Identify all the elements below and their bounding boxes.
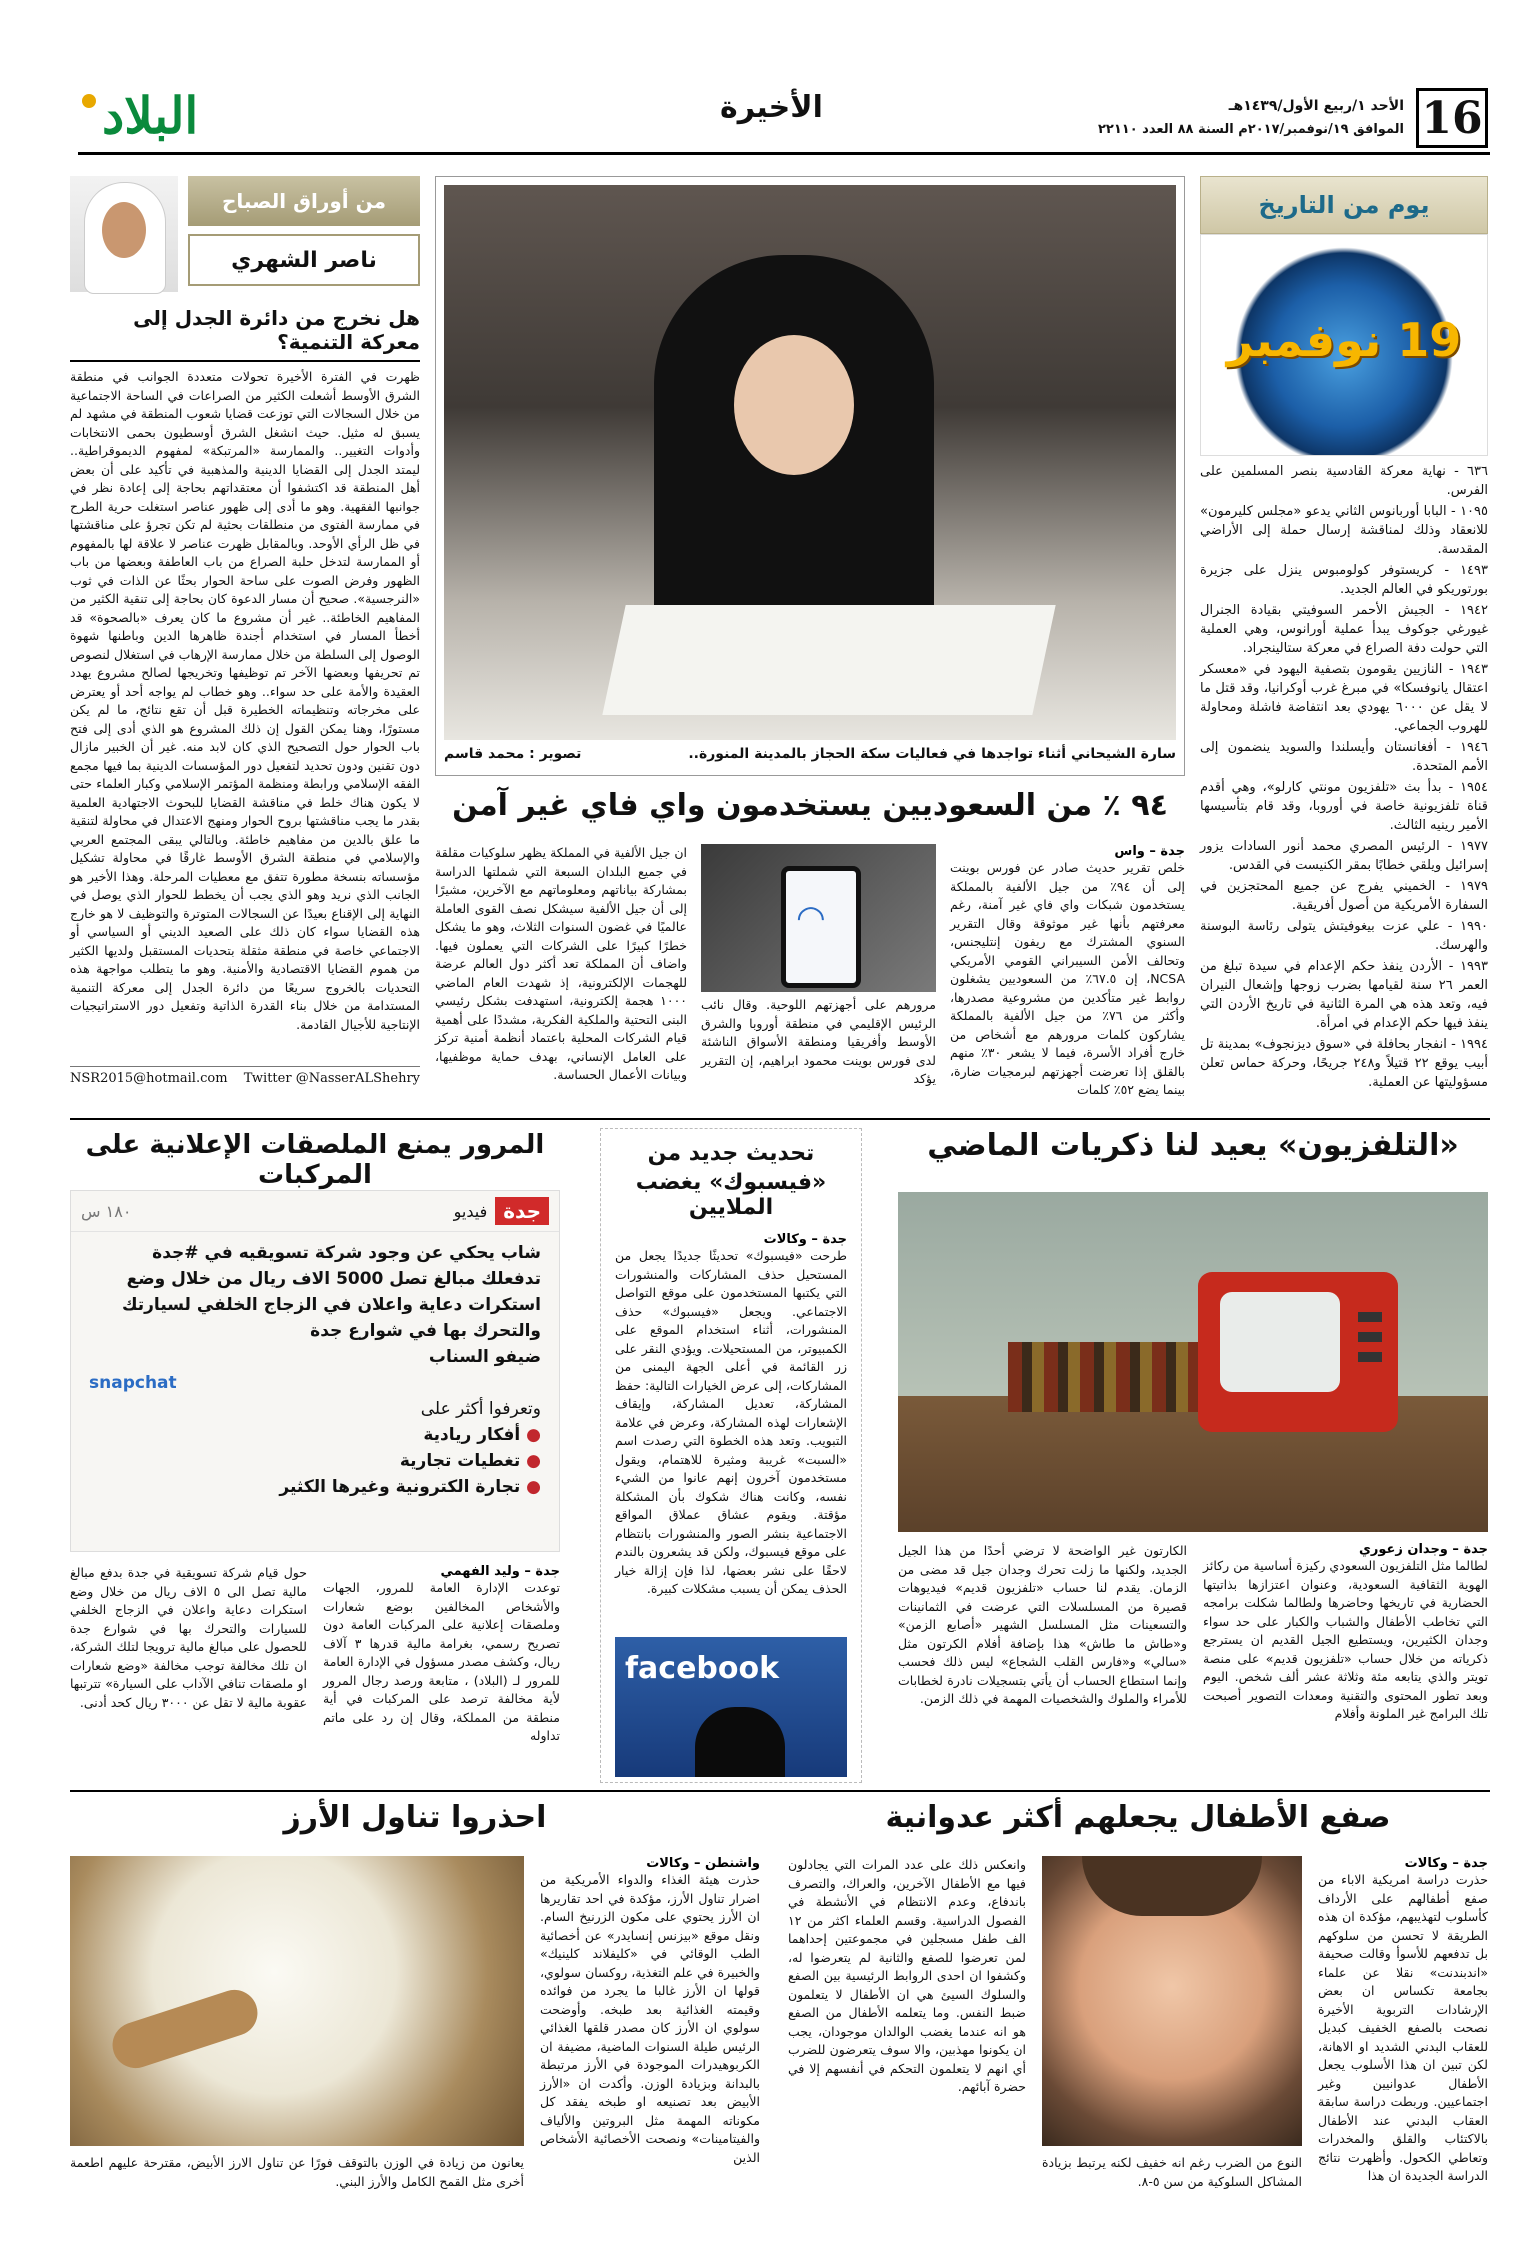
angry-child-photo — [1042, 1856, 1302, 2146]
jeddah-logo: جدة — [495, 1197, 549, 1225]
history-item: ١٩٤٦ - أفغانستان وأيسلندا والسويد ينضمون إلى الأمم المتحدة. — [1200, 740, 1488, 774]
girl-face — [734, 335, 854, 475]
vintage-tv — [1198, 1272, 1398, 1432]
post-line: ضيفو السناب — [428, 1347, 541, 1367]
phone-screenshot — [70, 1190, 560, 1552]
tv-title: «التلفزيون» يعيد لنا ذكريات الماضي — [927, 1128, 1459, 1163]
kids-col-left — [788, 1856, 1026, 2216]
column-series-text: من أوراق الصباح — [222, 189, 387, 213]
column-headers — [188, 176, 420, 292]
post-line: والتحرك بها في شوارع جدة — [310, 1321, 541, 1341]
history-item: ١٩٩٠ - علي عزت بيغوفيتش يتولى رئاسة البوسنة والهرسك. — [1200, 919, 1488, 953]
tv-knobs — [1358, 1312, 1382, 1372]
kids-col-middle — [1042, 1856, 1302, 2216]
traffic-col-left — [70, 1564, 307, 1754]
traffic-cols — [70, 1564, 560, 1754]
main-photo-caption-row — [444, 746, 1176, 762]
history-item: ١٤٩٣ - كريستوفر كولومبوس ينزل على جزيرة بورتوريكو في العالم الجديد. — [1200, 563, 1488, 597]
tv-story — [898, 1128, 1488, 1788]
facebook-byline: جدة – وكالات — [763, 1232, 847, 1247]
phone-channel — [454, 1197, 549, 1225]
tv-col-left — [898, 1542, 1187, 1757]
phone-video-label: فيديو — [453, 1201, 488, 1221]
author-avatar — [70, 176, 178, 292]
column-author: ناصر الشهري — [231, 247, 377, 273]
paper-on-table — [602, 605, 1055, 715]
facebook-title-2: «فيسبوك» يغضب الملايين — [635, 1170, 827, 1220]
avatar-face — [102, 202, 146, 258]
phone-post — [71, 1232, 559, 1508]
phone-topbar — [71, 1191, 559, 1232]
post-line: تدفعلك مبالغ تصل 5000 الاف ريال من خلال وضع — [126, 1269, 541, 1289]
history-list — [1200, 462, 1488, 1092]
phone-time: ١٨٠ س — [81, 1201, 132, 1221]
column-footer — [70, 1066, 420, 1086]
wifi-col-middle — [701, 844, 936, 1094]
kids-caption: النوع من الضرب رغم انه خفيف لكنه يرتبط بزيادة المشاكل السلوكية من سن ٥-٨. — [1042, 2155, 1302, 2189]
wifi-story — [435, 788, 1185, 1108]
column-head — [70, 176, 420, 292]
rice-byline: واشنطن – وكالات — [646, 1856, 760, 1871]
main-photo-caption: سارة الشيحاني أثناء تواجدها في فعاليات سكة الحجاز بالمدينة المنورة.. — [688, 746, 1176, 762]
history-item: ١٠٩٥ - البابا أوربانوس الثاني يدعو «مجلس كليرمون» للانعقاد وذلك لمناقشة إرسال حملة إلى الأراضي المقدسة. — [1200, 504, 1488, 557]
kids-body-2: وانعكس ذلك على عدد المرات التي يجادلون فيها مع الأطفال الآخرين، والعراك، والتصرف باندفاع، وعدم الانتظام في الأنشطة في الفصول الدراسية. وقسم العلماء اكثر من ١٢ الف طفل مسجلين في مجموعتين إحداهما لمن تعرضوا للصفع والثانية لم يتعرضوا له، وكشفوا ان احدى الروابط الرئيسية بين الصفع والسلوك السيئ هي ان الأطفال لا يتعلمون ضبط النفس. وما يتعلمه الأطفال من الصفع هو انه عندما يغضب الوالدان موجودان، يجب ان يكونوا مهذبين، والا سوف يتعرضون للضرب أي انهم لا يتعلمون التحكم في أنفسهم إلا في حضرة آبائهم. — [788, 1857, 1026, 2094]
history-item: ١٩٧٩ - الخميني يفرج عن جميع المحتجزين في السفارة الأمريكية من أصول أفريقية. — [1200, 879, 1488, 913]
facebook-image — [615, 1637, 847, 1777]
rice-photo — [70, 1856, 524, 2146]
rice-body: حذرت هيئة الغذاء والدواء الأمريكية من اضرار تناول الأرز، مؤكدة في احد تقاريرها ان الأرز يحتوي على مكون الزرنيخ السام. ونقل موقع «بيزنس إنسايدر» عن أخصائية الطب الوقائي في «كليفلاند كلينيك» والخبيرة في علم التغذية، روكسان سولوي، قولها ان الأرز غالبا ما يجرد من فوائده وقيمته الغذائية بعد طبخه. وأوضحت سولوي ان الأرز كان مصدر قلقها الغذائي الرئيس طيلة السنوات الماضية، مضيفة ان الكربوهيدرات الموجودة في الأرز مرتبطة بالبدانة وبزيادة الوزن. وأكدت ان «الأرز الأبيض بعد تصنيعه او طبخه يفقد كل مكوناته المهمة مثل البروتين والألياف والفيتامينات» ونصحت الأخصائية الأشخاص الذين — [540, 1872, 760, 2165]
main-photo — [444, 185, 1176, 740]
facebook-logo-text: facebook — [625, 1651, 780, 1686]
bullet-item: ● تجارة الكترونية وغيرها الكثير — [279, 1477, 541, 1497]
kids-title: صفع الأطفال يجعلهم أكثر عدوانية — [885, 1800, 1391, 1835]
history-globe-image — [1200, 234, 1488, 456]
newspaper-logo — [82, 86, 198, 145]
facebook-story — [600, 1128, 862, 1783]
column-series-header — [188, 176, 420, 226]
rice-cols — [70, 1856, 760, 2211]
post-line: شاب يحكي عن وجود شركة تسويقيه في #جدة — [152, 1243, 541, 1263]
rice-title: احذروا تناول الأرز — [283, 1800, 547, 1835]
history-header-text: يوم من التاريخ — [1258, 191, 1430, 219]
kids-cols — [788, 1856, 1488, 2216]
traffic-body-left: حول قيام شركة تسويقية في جدة بدفع مبالغ مالية تصل الى ٥ الاف ريال من خلال وضع استكرات دعاية واعلان في الزجاج الخلفي للسيارات والتحرك بها في شوارع جدة للحصول على مبالغ مالية ترويجا لتلك الشركة، ان تلك مخالفة توجب مخالفة «وضع شعارات او ملصقات تنافي الآداب على السيارة» تترتبها عقوبة مالية لا تقل عن ٣٠٠٠ ريال كحد أدنى. — [70, 1565, 307, 1710]
kids-byline: جدة – وكالات — [1404, 1856, 1488, 1871]
tv-byline: جدة – وجدان زعوري — [1358, 1542, 1488, 1557]
column-email[interactable]: NSR2015@hotmail.com — [70, 1071, 228, 1086]
main-photo-frame — [435, 176, 1185, 776]
tv-screen — [1220, 1292, 1340, 1392]
page-number-box — [1416, 88, 1488, 148]
books-stack — [1008, 1342, 1208, 1412]
bullet-icon: ● — [526, 1477, 541, 1497]
rice-body-2: يعانون من زيادة في الوزن بالتوقف فورًا عن تناول الارز الأبيض، مقترحة عليهم اطعمة أخرى مثل القمح الكامل والأرز البني. — [70, 2155, 524, 2189]
tv-cols — [898, 1542, 1488, 1757]
logo-text: البلاد — [102, 86, 199, 145]
bottom-rule — [70, 1790, 1490, 1792]
facebook-title-1: تحديث جديد من — [647, 1141, 815, 1166]
rice-col-right — [540, 1856, 760, 2211]
history-item: ١٩٤٢ - الجيش الأحمر السوفيتي بقيادة الجنرال غيورغي جوكوف يبدأ عملية أورانوس، وهي العملية التي حولت دفة الصراع في معركة ستالينجراد. — [1200, 603, 1488, 656]
bullet-item: ● أفكار ريادية — [423, 1425, 541, 1445]
kids-story — [788, 1800, 1488, 2230]
history-item: ١٩٤٣ - النازيين يقومون بتصفية اليهود في «معسكر اعتقال يانوفسكا» في مبرغ غرب أوكرانيا، وقد قتل ما لا يقل عن ٦٠٠٠ يهودي بعد انتفاضة فاشلة ومحاولة للهروب الجماعي. — [1200, 662, 1488, 734]
rice-story — [70, 1800, 760, 2230]
wooden-scoop — [107, 1984, 264, 2074]
wifi-phone-photo — [701, 844, 936, 992]
mid-rule — [70, 1118, 1490, 1120]
wifi-body-1: خلص تقرير حديث صادر عن فورس بوينت إلى أن ٩٤٪ من جيل الألفية بالمملكة يستخدمون شبكات واي فاي غير آمنة، رغم معرفتهم بأنها غير موثوقة وقال التقرير السنوي المشترك مع ريفون إنتليجنس، وتحالف الأمن السيبراني القومي الأمريكي NCSA، إن ٦٧.٥٪ من السعوديين يشغلون روابط غير متأكدين من مشروعية مصدرها، وأكثر من ٧٦٪ من جيل الألفية بالمملكة يشاركون كلمات مرورهم مع أشخاص من خارج أفراد الأسرة، فيما لا يشعر ٣٠٪ منهم بالقلق إذا تعرضت أجهزتهم لبرمجيات ضارة، بينما يضع ٥٢٪ كلمات — [950, 860, 1185, 1097]
wifi-body-2: مرورهم على أجهزتهم اللوحية. وقال نائب الرئيس الإقليمي في منطقة أوروبا والشرق الأوسط وأفريقيا ومنطقة الأسواق الناشئة لدى فورس بوينت محمود ابراهيم، إن التقرير يؤكد — [701, 997, 936, 1086]
column-title: هل نخرج من دائرة الجدل إلى معركة التنمية؟ — [70, 306, 420, 362]
history-panel — [1200, 176, 1489, 1090]
masthead-rule — [78, 152, 1490, 155]
wifi-col-right — [950, 844, 1185, 1097]
tv-col-right — [1203, 1542, 1488, 1757]
wifi-cols — [435, 844, 1185, 1097]
traffic-byline: جدة – وليد الفهمي — [440, 1564, 560, 1579]
traffic-title: المرور يمنع الملصقات الإعلانية على المركبات — [85, 1130, 545, 1190]
opinion-column — [70, 176, 420, 1102]
main-photo-credit: تصوير : محمد قاسم — [444, 746, 582, 762]
wifi-title: ٩٤ ٪ من السعوديين يستخدمون واي فاي غير آمن — [452, 788, 1168, 823]
wifi-col-left — [435, 844, 687, 1094]
history-header — [1200, 176, 1488, 234]
tv-body-2: الكارتون غير الواضحة لا ترضي أحدًا من هذا الجيل الجديد، ولكنها ما زلت تحرك وجدان جيل قد مضى من الزمان. يقدم لنا حساب «تلفزيون قديم» فيديوهات قصيرة من المسلسلات التي عرضت في الثمانينات والتسعينات مثل المسلسل الشهير «أصابع الزمن» و«طاش ما طاش» هذا بإضافة أفلام الكرتون مثل «سالي» و«فارس القلب الشجاع» ليس ذلك فحسب وإنما استطاع الحساب أن يأتي بتسجيلات نادرة لخطابات للأمراء والملوك والشخصيات المهمة في ذلك الزمن. — [898, 1543, 1187, 1706]
section-title: الأخيرة — [720, 90, 823, 125]
laptop-silhouette — [695, 1707, 785, 1777]
wifi-symbol-icon: ◠ — [796, 898, 826, 938]
date-line-2: الموافق ١٩/نوفمبر/٢٠١٧م السنة ٨٨ العدد ٢٢١١٠ — [1097, 122, 1404, 137]
child-hair — [1082, 1856, 1262, 1916]
kids-col-right — [1318, 1856, 1488, 2216]
wifi-body-3: ان جيل الألفية في المملكة يظهر سلوكيات مقلقة في جميع البلدان السبعة التي شملتها الدراسة بمشاركة بياناتهم ومعلوماتهم مع الآخرين، مشيرًا إلى أن جيل الألفية سيشكل نصف القوى العاملة عالميًا في غضون السنوات الثلاث، وهو ما يشكل خطرًا كبيرًا على الشركات التي يعملون فيها. واضاف أن المملكة تعد أكثر دول العالم عرضة للهجمات الإلكترونية، إذ شهدت العام الماضي ١٠٠٠ هجمة إلكترونية، استهدفت بشكل رئيسي البنى التحتية والملكية الفكرية، مشددًا على أهمية قيام الشركات المحلية باعتماد أنظمة أمنية تركز على العامل الإنساني، بهدف حماية موظفيها، وبيانات الأعمال الحساسة. — [435, 845, 687, 1082]
rice-col-left — [70, 1856, 524, 2211]
traffic-story — [70, 1130, 560, 1780]
traffic-col-right — [323, 1564, 560, 1754]
column-twitter[interactable]: Twitter @NasserALShehry — [243, 1071, 420, 1086]
page-number: 16 — [1421, 92, 1483, 144]
history-item: ١٩٧٧ - الرئيس المصري محمد أنور السادات يزور إسرائيل ويلقي خطابًا بمقر الكنيست في القدس. — [1200, 839, 1488, 873]
column-author-box — [188, 234, 420, 286]
kids-body-1: حذرت دراسة امريكية الاباء من صفع أطفالهم على الأرداف كأسلوب لتهذيبهم، مؤكدة ان هذه الطريقة لا تحسن من سلوكهم بل تدفعهم للأسوأ وقالت صحيفة «اندبندنت» نقلا عن علماء بجامعة تكساس ان بعض الإرشادات التربوية الأخيرة نصحت بالصفع الخفيف كبديل للعقاب البدني الشديد او الاهانة، لكن تبين ان هذا الأسلوب يجعل الأطفال عدوانيين وغير اجتماعيين. وربطت دراسة سابقة العقاب البدني عند الأطفال بالاكتئاب والقلق والمخدرات وتعاطي الكحول. وأظهرت نتائج الدراسة الجديدة ان هذا — [1318, 1872, 1488, 2183]
history-item: ١٩٥٤ - بدأ بث «تلفزيون مونتي كارلو»، وهي أقدم قناة تلفزيونية خاصة في أوروبا، وقد قام بتأسيسها الأمير رينيه الثالث. — [1200, 780, 1488, 833]
history-item: ٦٣٦ - نهاية معركة القادسية بنصر المسلمين على الفرس. — [1200, 464, 1488, 498]
wifi-byline: جدة – واس — [1114, 844, 1185, 859]
bullet-item: ● تغطيات تجارية — [399, 1451, 541, 1471]
logo-mark-icon — [82, 94, 96, 108]
tv-photo — [898, 1192, 1488, 1532]
date-line-1: الأحد ١/ربيع الأول/١٤٣٩هـ — [1228, 98, 1404, 114]
bullet-icon: ● — [526, 1451, 541, 1471]
globe-date-text: 19 نوفمبر — [1226, 313, 1462, 367]
history-item: ١٩٩٤ - انفجار بحافلة في «سوق ديزنجوف» بمدينة تل أبيب يوقع ٢٢ قتيلاً و٢٤٨ جريحًا، وحركة حماس تعلن مسؤوليتها عن العملية. — [1200, 1037, 1489, 1090]
traffic-body-right: توعدت الإدارة العامة للمرور، الجهات والأشخاص المخالفين بوضع شعارات وملصقات إعلانية على المركبات العامة دون تصريح رسمي، بغرامة مالية قدرها ٣ آلاف ريال، وكشف مصدر مسؤول في الإدارة العامة للمرور لـ (البلاد) ، متابعة ورصد رجال المرور لأية مخالفة ترصد على المركبات في أية منطقة من المملكة، وقال إن رد على ماتم تداوله — [323, 1580, 560, 1743]
column-body: ظهرت في الفترة الأخيرة تحولات متعددة الجوانب في منطقة الشرق الأوسط أشعلت الكثير من الصراعات في الساحة الاجتماعية من خلال السجالات التي توزعت قضايا شعوب المنطقة في مشهد لم يسبق له مثيل. حيث انشغل الشرق أوسطيون بحمى الانتخابات وأدوات التغيير.. والممارسة «المرتبكة» لمفهوم الديموقراطية.. ليمتد الجدل إلى القضايا الدينية والمذهبية في تأكيد على أن بعض أهل المنطقة قد اكتشفوا أن معتقداتهم بحاجة إلى إعادة نظر في جوانبها الفقهية. وهو ما أدى إلى ظهور عناصر استغلت حرية الطرح في ممارسة الفتوى من منطلقات بحثية لم تكن تجرؤ على مناقشتها في ظل الرأي الأوحد. وبالمقابل ظهرت عناصر لا علاقة لها بالمفهوم أو الممارسة لتدخل حلبة الصراع من باب العاطفة وبعضها من باب الظهور وفرض الصوت على ساحة الحوار بحثًا عن الذات في ثوب «النرجسية». صحيح أن مسار الدعوة كان بحاجة إلى تنقية الكثير من المفاهيم الخاطئة.. غير أن مشروع ما كان يعرف «بالصحوة» قد أخطأ المسار في استخدام أجندة ظاهرها الدين وباطنها شهوة الوصول إلى السلطة من خلال ممارسة الإرهاب في استغلال لنصوص تم تحريفها وبعضها الآخر تم توظيفها وتخريجها لصالح مشروع يهدد العقيدة والأمة على حد سواء.. وهو خطاب لم يواجه أحد أو يعترض على مخرجاته وتنظيماته الخطيرة قبل أن تقع نتائج، ما لم يكن مستورًا، وهنا يمكن القول إن ذلك المشروع هو الذي أدى إلى فتح باب الحوار حول التصحيح الذي كان لابد منه. غير أن الخبير مازال دون تقنين ودون تحديد لتفعيل دور المؤسسات الدينية بما فيها مجمع الفقه الإسلامي ورابطة ومنظمة المؤتمر الإسلامي وكبار العلماء حتى لا يكون هناك خلط في مناقشة القضايا للبحوث الاجتهادية العلمية بقدر ما يجب مناقشتها بروح الحوار ومنهج الاعتدال في محاولة لتنقية ما علق بالدين من مفاهيم خاطئة. وبالتالي يبقى المجتمع العربي والإسلامي في منطقة الشرق الأوسط غارقًا في محاولة تشكيل مؤسساته بنسخة مطورة تتفق مع معطيات المرحلة. وهذا الأخير هو الجانب الذي نريد وهو الذي يجب أن يخطط للحوار الذي يوصل في النهاية إلى الإقناع بعيدًا عن السجالات المتوترة والتوظيف لا هو خارج هذه القضايا سواء كان ذلك على الصعيد الديني أو السياسي أو الاجتماعي خاصة في منطقة مثقلة بتحديات المستقبل ولديها الكثير من هموم القضايا الاقتصادية والأمنية. وهو ما يتطلب مواجهة هذه التحديات بالخروج سريعًا من دائرة الجدل إلى معركة التنمية المستدامة من خلال بناء القدرة الذاتية وتفعيل دور الاستراتيجيات الإنتاجية للأجيال القادمة. — [70, 369, 420, 1032]
post-line: استكرات دعاية واعلان في الزجاج الخلفي لسيارتك — [121, 1295, 541, 1315]
learn-more: وتعرفوا أكثر على — [420, 1399, 541, 1419]
tv-body-1: لطالما مثل التلفزيون السعودي ركيزة أساسية من ركائز الهوية الثقافية السعودية، وعنوان اعتزازها بذاتيتها الحضارية في تاريخها وحاضرها ولطالما شكلت برامجه التي تخاطب الأطفال والشباب والكبار على حد سواء وجدان الكثيرين، ويستطيع الجيل القديم ان يسترجع ذكرياته من خلال حساب «تلفزيون قديم» على منصة تويتر والذي يتابعه مئة وثلاثة عشر ألف شخص. اليوم وبعد تطور المحتوى والتقنية ومعدات التصوير أصبحت تلك البرامج غير الملونة وأفلام — [1203, 1558, 1488, 1721]
snapchat-link[interactable]: snapchat — [89, 1373, 177, 1393]
bullet-icon: ● — [526, 1425, 541, 1445]
history-item: ١٩٩٣ - الأردن ينفذ حكم الإعدام في سيدة تبلغ من العمر ٢٦ سنة لقيامها بضرب زوجها وإشعال النيران فيه، وتعد هذه هي المرة الثانية في تاريخ الأردن التي ينفذ فيها حكم الإعدام في امرأة. — [1200, 959, 1488, 1031]
facebook-body: طرحت «فيسبوك» تحديثًا جديدًا يجعل من المستحيل حذف المشاركات والمنشورات التي يكتبها المستخدمون على موقع التواصل الاجتماعي. ويجعل «فيسبوك» حذف المنشورات، أثناء استخدام الموقع على الكمبيوتر، من المستحيلات. ويؤدي النقر على زر القائمة في أعلى الجهة اليمنى من المشاركات، إلى عرض الخيارات التالية: حفظ المشاركة، تعديل المشاركة، وإيقاف الإشعارات لهذه المشاركة، وعرض في علامة التبويب. وتعد هذه الخطوة التي رصدت اسم «السبت» غريبة ومثيرة للاهتمام، ويقول مستخدمون آخرون إنهم عانوا من الشيء نفسه، وكانت هناك شكوك بأن المشكلة مؤقتة. ويقوم عشاق عملاق المواقع الاجتماعية بنشر الصور والمنشورات بانتظام على موقع فيسبوك، ولكن قد يشعرون بالندم لاحقًا على نشر بعضها، لذا فإن إزالة خيار الحذف يمكن أن يسبب مشكلات كبيرة. — [615, 1248, 847, 1596]
